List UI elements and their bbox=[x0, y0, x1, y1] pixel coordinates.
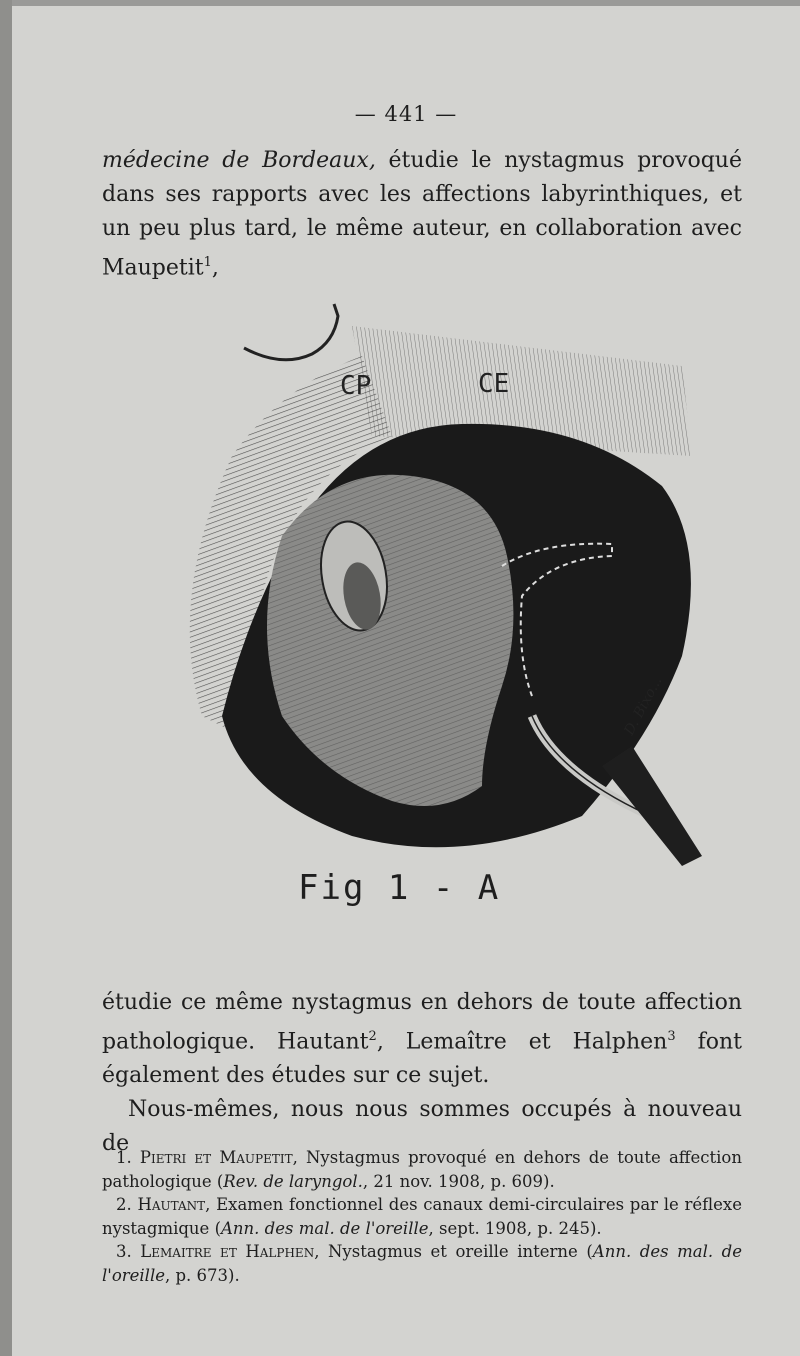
scan-shadow bbox=[0, 0, 12, 1356]
paragraph-text: étudie ce même nystagmus en dehors de toute affection pathologique. Hautant bbox=[102, 990, 742, 1055]
paragraph-text: étudie le nystagmus provoqué dans ses rapports avec les affections labyrinthiques, et un peu plus tard, le même auteur, en collaboration avec Maupetit bbox=[102, 148, 742, 281]
page-number: — 441 — bbox=[354, 102, 458, 126]
paragraph-text: font également des études sur ce sujet. bbox=[102, 1029, 742, 1089]
italic-phrase: médecine de Bordeaux, bbox=[102, 148, 376, 173]
footnote-tail: , 21 nov. 1908, p. 609). bbox=[362, 1171, 555, 1191]
paragraph-bottom bbox=[102, 986, 742, 1161]
label-cp: CP bbox=[340, 371, 372, 401]
footnote-author: Lemaitre et Halphen bbox=[140, 1242, 315, 1261]
paragraph-continued: Nous-mêmes, nous nous sommes occupés à nouveau de bbox=[102, 1097, 742, 1157]
footnote-text: , Nystagmus provoqué en dehors de toute affection pathologique ( bbox=[102, 1148, 742, 1191]
label-ce: CE bbox=[478, 369, 510, 399]
footnote-ref-3: 3 bbox=[667, 1029, 676, 1044]
footnote-author: Pietri et Maupetit bbox=[139, 1148, 293, 1167]
footnote-number: 1. bbox=[116, 1148, 140, 1167]
footnote-text: , Examen fonctionnel des canaux demi-circulaires par le réflexe nystagmique ( bbox=[102, 1195, 742, 1238]
punctuation: , bbox=[211, 255, 219, 281]
footnote-journal: Rev. de laryngol. bbox=[223, 1171, 363, 1191]
anatomical-illustration bbox=[162, 296, 702, 876]
footnote-text: , Nystagmus et oreille interne ( bbox=[314, 1242, 593, 1261]
paragraph-text: , Lemaître et Halphen bbox=[376, 1029, 668, 1055]
artist-signature: D. Bixo... bbox=[621, 674, 666, 738]
footnotes bbox=[102, 1146, 742, 1287]
figure-caption: Fig 1 - A bbox=[298, 868, 501, 908]
footnote-journal: Ann. des mal. de l'oreille bbox=[102, 1242, 742, 1285]
footnote-1 bbox=[102, 1146, 742, 1193]
book-page bbox=[12, 6, 800, 1356]
footnote-ref-1: 1 bbox=[203, 255, 212, 270]
footnote-number: 2. bbox=[116, 1195, 138, 1214]
footnote-journal: Ann. des mal. de l'oreille bbox=[221, 1218, 429, 1238]
footnote-3 bbox=[102, 1240, 742, 1287]
footnote-author: Hautant bbox=[137, 1195, 206, 1214]
footnote-2 bbox=[102, 1193, 742, 1240]
footnote-tail: , sept. 1908, p. 245). bbox=[428, 1218, 602, 1238]
footnote-tail: , p. 673). bbox=[165, 1265, 240, 1285]
paragraph-top bbox=[102, 144, 742, 285]
footnote-number: 3. bbox=[116, 1242, 141, 1261]
footnote-ref-2: 2 bbox=[368, 1029, 377, 1044]
